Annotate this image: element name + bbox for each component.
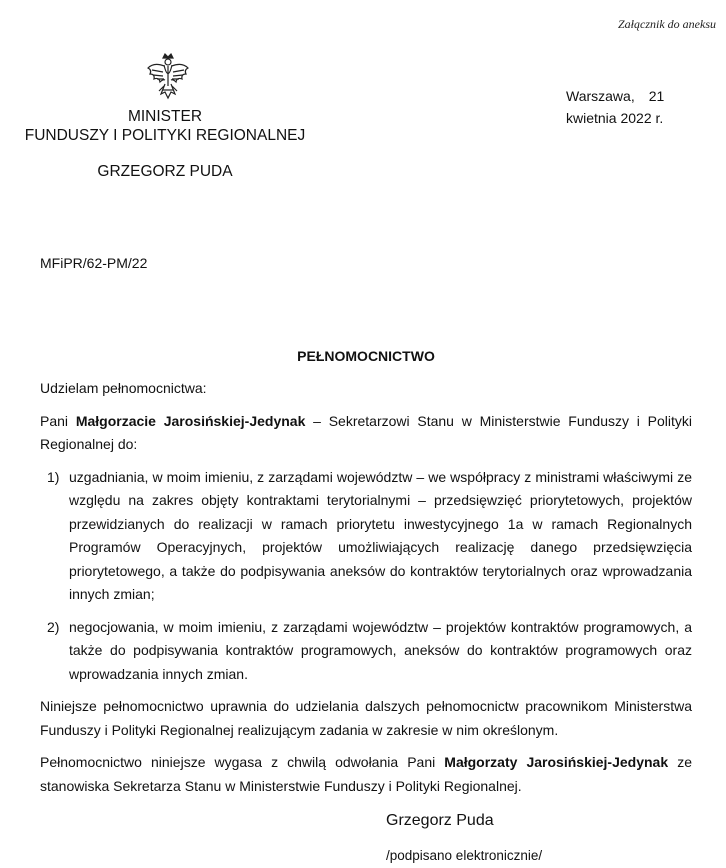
office-line-1: MINISTER — [127, 108, 203, 125]
signature-name: Grzegorz Puda — [386, 812, 494, 829]
addressee-paragraph — [40, 410, 692, 457]
list-item — [40, 466, 692, 607]
list-item-number: 2) — [47, 618, 60, 635]
signature-note: /podpisano elektronicznie/ — [386, 848, 543, 863]
minister-name: GRZEGORZ PUDA — [97, 163, 233, 180]
addressee-prefix: Pani — [40, 412, 69, 429]
minister-office — [0, 107, 330, 145]
addressee-suffix: – Sekretarzowi Stanu w Ministerstwie Funduszy i Polityki Regionalnej do: — [40, 412, 692, 452]
expiry-suffix: ze stanowiska Sekretarza Stanu w Ministerstwie Funduszy i Polityki Regionalnej. — [40, 754, 692, 794]
date-city-line — [566, 85, 664, 107]
addressee-name: Małgorzacie Jarosińskiej-Jedynak — [75, 412, 306, 429]
list-item — [40, 616, 692, 687]
list-item-number: 1) — [47, 468, 60, 485]
expiry-prefix: Pełnomocnictwo niniejsze wygasa z chwilą odwołania Pani — [40, 754, 445, 770]
expiry-name: Małgorzaty Jarosińskiej-Jedynak — [444, 754, 669, 770]
date-block — [566, 85, 664, 129]
authorization-paragraph: Niniejsze pełnomocnictwo uprawnia do udzielania dalszych pełnomocnictw pracownikom Ministerstwa Funduszy i Polityki Regionalnej realizującym zadania w zakresie w nim określonym. — [40, 698, 692, 738]
date-city: Warszawa, — [566, 88, 635, 104]
annex-label: Załącznik do aneksu — [618, 17, 716, 31]
list-item-text: uzgadniania, w moim imieniu, z zarządami województw – we współpracy z ministrami właściwymi ze względu na zakres objęty kontraktami terytorialnymi – przedsięwzięć priorytetowych, projektów przewidzianych do realizacji w ramach priorytetu inwestycyjnego 1a w ramach Regionalnych Programów Operacyjnych, projektów umożliwiających realizację danego przedsięwzięcia priorytetowego, a także do podpisywania aneksów do kontraktów terytorialnych oraz wprowadzania innych zmian; — [69, 468, 692, 602]
intro-text: Udzielam pełnomocnictwa: — [40, 380, 207, 396]
expiry-paragraph — [40, 751, 692, 798]
date-day: 21 — [648, 88, 665, 104]
document-body — [40, 347, 692, 807]
powers-list — [40, 466, 692, 687]
date-month-year: kwietnia 2022 r. — [566, 110, 664, 126]
reference-number: MFiPR/62-PM/22 — [40, 255, 148, 271]
office-line-2: FUNDUSZY I POLITYKI REGIONALNEJ — [24, 127, 306, 144]
list-item-text: negocjowania, w moim imieniu, z zarządami województw – projektów kontraktów programowych, a także do podpisywania kontraktów programowych, aneksów do kontraktów programowych oraz wprowadzania innych zmian. — [69, 618, 692, 682]
polish-eagle-emblem-icon — [146, 52, 190, 102]
document-title: PEŁNOMOCNICTWO — [297, 348, 435, 364]
